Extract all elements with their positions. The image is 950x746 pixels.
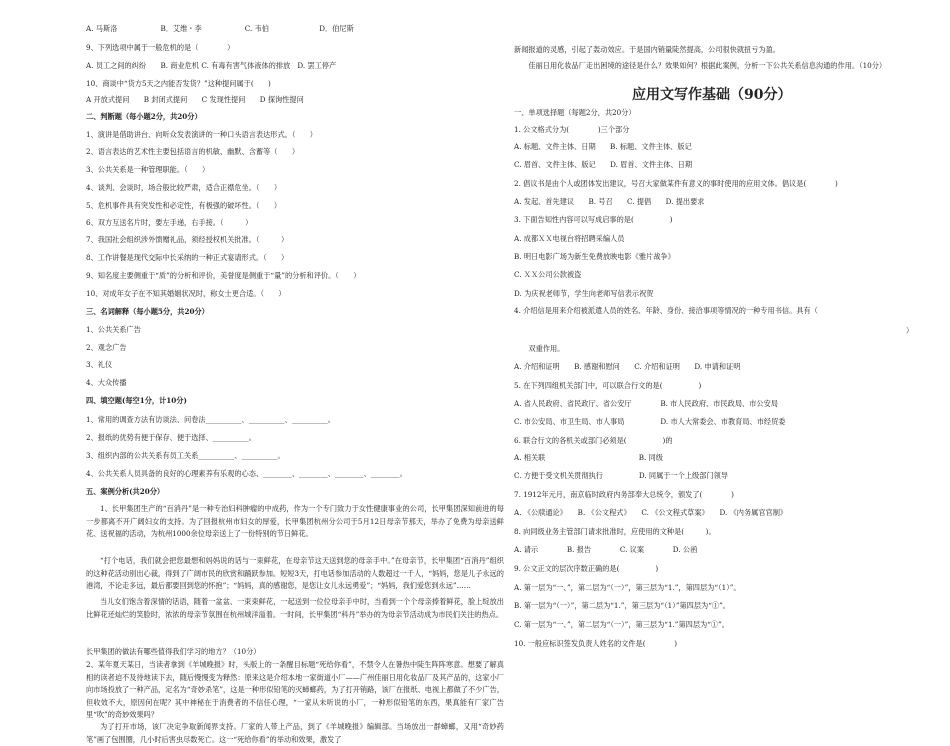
- right-line: 1. 公文格式分为( )三个部分: [514, 125, 630, 134]
- right-line: B. 第一层为“（一）”，第二层为“1.”，第三层为“（1）”第四层为“①”。: [514, 601, 730, 610]
- left-line: A 开放式提问 B 封闭式提问 C 发现性提问 D 探询性提问: [86, 95, 304, 104]
- left-line: 三、名词解释（每小题5分，共20分）: [86, 307, 209, 316]
- right-line: A. 请示 B. 报告 C. 议案 D. 公函: [514, 545, 698, 554]
- left-line: 2、语言表达的艺术性主要包括语言的机敏、幽默、含蓄等（ ）: [86, 147, 300, 156]
- left-line: 3、组织内部的公共关系有员工关系__________、__________。: [86, 451, 285, 460]
- right-line: C. 市公安局、市卫生局、市人事局 D. 市人大常委会、市教育局、市经贸委: [514, 417, 786, 426]
- right-line: C. 方便于受文机关贯彻执行 D. 同属于一个上级部门领导: [514, 471, 728, 480]
- left-line: 10、对成年女子在不知其婚姻状况时，称女士更合适。（ ）: [86, 289, 286, 298]
- right-line: B. 明日电影广场为新生免费放映电影《雅片战争》: [514, 252, 675, 261]
- right-line: ）: [906, 326, 914, 335]
- right-intro-line: 新闻报道的灵感，引起了轰动效应。于是国内销量陡然提高，公司很快就扭亏为盈。: [514, 45, 780, 54]
- left-line: 4、谈判、会谈时，场合般比较严肃，适合正襟危坐。（ ）: [86, 183, 282, 192]
- left-line: 二、判断题（每小题2分，共20分）: [86, 112, 202, 121]
- right-line: D. 为庆祝老师节，学生向老师写信表示祝贺: [514, 289, 654, 298]
- case-paragraph: “打个电话，我们就会把您最想和妈妈说的话与一束鲜花，在母亲节这天送到您的母亲手中。”在母亲节，长甲集团“百消丹”组织的这种花活动别出心裁，得到了广阔市民的欣赏和踊跃参加。短短3天，打电话参加活动的人数超过一千人，“妈妈，您是儿子永远的港湾，不论走多远，最后都要回到您的怀抱”；“妈妈，真的感谢您，是您让女儿永远勇爱”；“妈妈，我们爱您到永远”……: [86, 556, 504, 591]
- right-line: A. 介绍和证明 B. 感谢和慰问 C. 介绍和证明 D. 申请和证明: [514, 362, 741, 371]
- left-line: A. 员工之间的纠纷 B. 商业危机 C. 有毒有害气体液体的排放 D. 罢工停产: [86, 61, 337, 70]
- right-line: 7. 1912年元月，南京临时政府内务部奉大总统令，颁发了( ): [514, 490, 734, 499]
- left-line: 9、下列选项中属于一般危机的是（ ）: [86, 43, 235, 52]
- section-title: 应用文写作基础（90分）: [632, 87, 792, 103]
- case-paragraph: 为了打开市场，该厂决定争取新闻界支持。厂家的人带上产品，到了《羊城晚报》编辑部。当场放出一群蟑螂，又用“奇妙药笔”画了包围圈，几小时后害虫尽数死亡。这一“死给你看”的举动和效果，激发了: [86, 722, 504, 744]
- left-line: 7、我国社会组织涉外馈赠礼品，须经授权机关批准。（ ）: [86, 235, 289, 244]
- left-line: 1、常用的调查方法有访谈法、问卷法__________、__________、__________。: [86, 415, 335, 424]
- right-line: C. ＸＸ公司公款被盗: [514, 270, 582, 279]
- right-line: 5. 在下列四组机关部门中，可以联合行文的是( ): [514, 381, 702, 390]
- left-line: 3、礼仪: [86, 360, 113, 369]
- right-line: 8. 向同级业务主管部门请求批准时，应使用的文种是( )。: [514, 527, 716, 536]
- left-line: 9、知名度主要侧重于“质”的分析和评价，美誉度是侧重于“量”的分析和评价。（ ）: [86, 271, 361, 280]
- case-paragraph: 1、长甲集团生产的“百消丹”是一种专治妇科肿瘤的中成药，作为一个专门致力于女性健康事业的公司，长甲集团深知前进的每一步都离不开广阔妇女的支持。为了回报杭州市妇女的厚爱，长甲集团杭州分公司于5月12日母亲节那天，举办了免费为母亲送鲜花、送祝福的活动，为杭州1000余位母亲送上了一份特别的节日鲜花。: [86, 504, 504, 539]
- left-line: 2、报纸的优势有便于保存、便于选择、__________。: [86, 433, 256, 442]
- case-paragraph: 当儿女们饱含着深情的话语，随着一盆盆、一束束鲜花，一起送到一位位母亲手中时，当看到一个个母亲捧着鲜花，脸上绽放出比鲜花还灿烂的笑脸时，浓浓的母亲节氛围在杭州城洋溢着。一时间，长甲集团“科丹”举办的为母亲节活动成为市民们关注的热点。: [86, 597, 504, 619]
- left-line: 8、工作讲餐是现代交际中长采纳的一种正式宴请形式。（ ）: [86, 253, 289, 262]
- left-line: 1、公共关系广告: [86, 325, 141, 334]
- left-line: 3、公共关系是一种管理职能。（ ）: [86, 165, 210, 174]
- right-line: A. 标题、文件主体、日期 B. 标题、文件主体、版记: [514, 142, 692, 151]
- right-line: 9. 公文正文的层次序数正确的是( ): [514, 564, 659, 573]
- left-line: 四、填空题(每空1分，计10分): [86, 396, 187, 405]
- right-line: C. 第一层为“一、”，第二层为“（一）”，第三层为“1.”第四层为“①”。: [514, 620, 729, 629]
- right-line: 10. 一般应标识签发负责人姓名的文件是( ): [514, 639, 678, 648]
- left-line: 五、案例分析(共20分）: [86, 487, 165, 496]
- right-line: 4. 介绍信是用来介绍被派遣人员的姓名、年龄、身份、接洽事项等情况的一种专用书信。具有（: [514, 306, 818, 315]
- left-line: 4、大众传播: [86, 378, 127, 387]
- left-line: 4、公共关系人员具备的良好的心理素养有乐观的心态、________、________、________、________。: [86, 469, 407, 478]
- left-line: 1、演讲是借助讲台、向听众发表演讲的一种口头语言表达形式。（ ）: [86, 130, 317, 139]
- left-line: A. 马斯洛 B．艾维・李 C. 韦伯 D．伯尼斯: [86, 24, 354, 33]
- left-line: 10、商谈中“货方5天之内能否发货？”这种提问属于( ): [86, 79, 271, 88]
- right-intro-line: 佳丽日用化妆品厂走出困境的途径是什么？效果如何？根据此案例，分析一下公共关系信息沟通的作用。（10分）: [514, 61, 887, 70]
- right-line: A. 发起、首先建议 B. 号召 C. 提倡 D. 提出要求: [514, 197, 705, 206]
- right-line: A. 相关联 B. 同级: [514, 453, 663, 462]
- right-line: 3. 下面告知性内容可以写成启事的是( ): [514, 215, 673, 224]
- case-paragraph: 2、某年夏天某日，当读者拿到《羊城晚报》时，头版上的一条醒目标题“死给你看”，不禁令人在暑热中陡生阵阵寒意。想要了解真相的读者迫不及待地读下去，随后慢慢变为释然：原来这是介绍本地一家街道小厂——广州佳丽日用化妆品厂及其产品的，这家小厂向市场投放了一种产品，定名为“奇妙杀笔”，这是一种形似铅笔的灭蟑螂药，为了打开销路，该厂在报纸、电视上都做了不少广告，但收效不大，原因何在呢？其中神秘在于消费者的不信任心理，“一家从未听说的小厂，一种形似铅笔的东西，果真能有厂家广告里“吹”的奇妙效果吗？: [86, 660, 504, 720]
- right-line: A. 《公牍通论》 B. 《公文程式》 C. 《公文程式草案》 D. 《内务属官官制》: [514, 508, 788, 517]
- left-line: 5、危机事件具有突发性和必定性，有极强的破坏性。（ ）: [86, 201, 282, 210]
- right-line: A. 第一层为“一、”，第二层为“（一）”，第三层为“1.”，第四层为“（1）”。: [514, 583, 741, 592]
- left-line: 6、双方互送名片时，要左手递，右手接。（ ）: [86, 218, 253, 227]
- right-line: 双重作用。: [514, 344, 565, 353]
- right-line: A. 成都ＸＸ电视台将招聘采编人员: [514, 234, 625, 243]
- right-line: 2. 倡议书是由个人或团体发出建议，号召大家做某件有意义的事时使用的应用文体。倡议是( ): [514, 179, 838, 188]
- right-line: 一、单项选择题（每题2分，共20分）: [514, 108, 636, 117]
- left-line: 2、观念广告: [86, 343, 127, 352]
- right-line: A. 省人民政府、省民政厅、省公安厅 B. 市人民政府、市民政局、市公安局: [514, 399, 778, 408]
- right-line: 6. 联合行文的各机关或部门必须是( )的: [514, 436, 673, 445]
- right-line: C. 眉首、文件主体、版记 D. 眉首、文件主体、日期: [514, 160, 693, 169]
- case-paragraph: 长甲集团的做法有哪些值得我们学习的地方？（10分）: [86, 647, 261, 656]
